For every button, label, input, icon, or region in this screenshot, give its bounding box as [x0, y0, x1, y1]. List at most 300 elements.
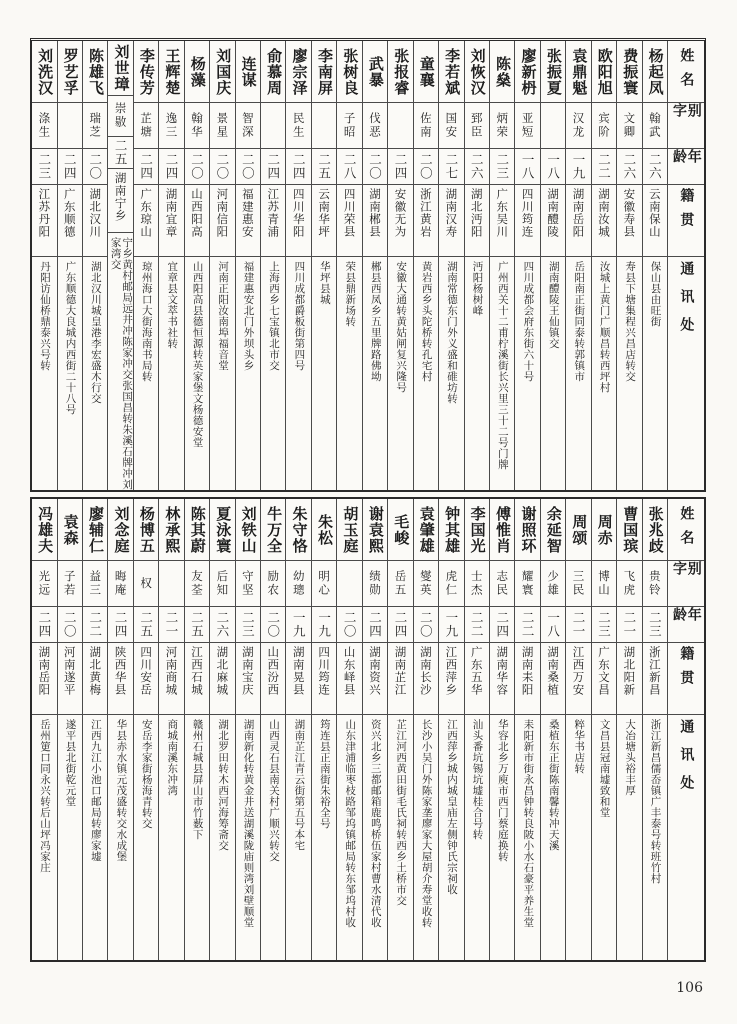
person-address-text: 赣州石城县屏山市竹薮下 [191, 719, 204, 840]
person-column [490, 41, 515, 490]
person-alias-text: 守坚 [240, 570, 255, 597]
person-alias-text: 励农 [266, 570, 281, 597]
person-native-text: 四川筠连 [317, 646, 332, 696]
person-age-text: 二四 [392, 153, 408, 180]
person-column [210, 41, 235, 490]
person-column [592, 499, 617, 960]
person-name-text: 张振夏 [544, 47, 563, 96]
person-age-text: 二三 [647, 611, 663, 638]
column-header-native [668, 643, 704, 715]
column-header-native-text: 籍贯 [678, 188, 695, 236]
person-alias [236, 103, 260, 149]
person-address-text: 汝城上黄门广顺昌转西坪村 [598, 261, 611, 393]
person-age [617, 607, 641, 643]
person-address [541, 257, 565, 490]
person-name [108, 499, 132, 561]
person-column [236, 499, 261, 960]
person-name-text: 刘国庆 [214, 47, 233, 96]
person-alias-text: 伐恶 [368, 112, 382, 139]
column-header-name [668, 41, 704, 103]
person-native-text: 湖南宝庆 [240, 646, 255, 696]
person-native [32, 643, 56, 715]
person-alias [363, 561, 387, 607]
person-alias-text: 宾阶 [596, 112, 611, 139]
person-alias [566, 561, 590, 607]
person-address-text: 四川成都爵板街第四号 [293, 261, 306, 371]
person-name-text: 牛万全 [265, 505, 284, 554]
person-native [286, 643, 310, 715]
person-alias-text: 佐南 [418, 112, 433, 139]
person-name-text: 陈雄飞 [87, 47, 106, 96]
person-native-text: 江西萍乡 [444, 646, 459, 696]
person-name [58, 499, 82, 561]
person-address [83, 715, 107, 960]
person-column [617, 41, 642, 490]
column-header-name-text: 姓名 [678, 47, 695, 96]
person-age-text: 二七 [443, 153, 459, 180]
person-name [185, 41, 209, 103]
person-age [261, 149, 285, 185]
person-age-text: 二四 [392, 611, 408, 638]
person-age-text: 二六 [647, 153, 663, 180]
person-native [414, 643, 438, 715]
person-alias [592, 103, 616, 149]
person-age [414, 607, 438, 643]
person-address-text: 寿县下塘集程兴昌店转交 [624, 261, 637, 382]
person-alias-text: 亚短 [520, 112, 535, 139]
person-column [414, 499, 439, 960]
person-column [592, 41, 617, 490]
person-address-text: 桑植东正街陈南馨转冲天溪 [547, 719, 560, 851]
person-address-text: 山西灵石县南关村广顺兴转交 [267, 719, 280, 862]
person-name-text: 刘洗汉 [36, 47, 55, 96]
person-native [465, 185, 489, 257]
person-address [414, 257, 438, 490]
person-address [363, 257, 387, 490]
person-address-text: 福建惠安北门外坝头乡 [242, 261, 255, 371]
person-age-text: 一九 [291, 611, 307, 638]
person-name [465, 499, 489, 561]
person-name [388, 41, 412, 103]
person-native-text: 安徽寿县 [622, 188, 637, 238]
person-address [159, 257, 183, 490]
person-age [566, 607, 590, 643]
person-age-text: 二一 [571, 611, 587, 638]
person-address-text: 华容北乡万庾市西门蔡庭换转 [496, 719, 509, 862]
person-name-text: 袁肇雄 [417, 505, 436, 554]
person-name-text: 刘念庭 [112, 505, 131, 554]
person-native-text: 江苏青浦 [266, 188, 281, 238]
person-age [83, 149, 107, 185]
person-age-text: 二四 [62, 153, 78, 180]
person-age-text: 二六 [214, 611, 230, 638]
person-address-text: 宁乡黄村邮局远井冲陈家冲交张国昌转朱溪石牌冲刘家湾交 [109, 236, 133, 490]
person-address [337, 715, 361, 960]
person-age-text: 一九 [571, 153, 587, 180]
person-age-text: 二二 [520, 611, 536, 638]
person-native [159, 643, 183, 715]
person-native-text: 河南遂平 [62, 646, 77, 696]
person-age-text: 二〇 [87, 153, 103, 180]
person-alias [108, 561, 132, 607]
person-name [312, 41, 336, 103]
person-age [388, 607, 412, 643]
person-address [261, 257, 285, 490]
person-age [465, 607, 489, 643]
person-address-text: 华县赤水镇元茂盛转交水成堡 [115, 719, 128, 862]
person-native-text: 河南商城 [164, 646, 179, 696]
person-name-text: 廖新枬 [519, 47, 538, 96]
person-name-text: 刘铁山 [239, 505, 258, 554]
person-column [32, 499, 57, 960]
person-name [515, 41, 539, 103]
person-address [465, 257, 489, 490]
person-address-text: 江西九江小池口邮局转廖家墟 [89, 719, 102, 862]
person-name [566, 499, 590, 561]
person-age-text: 一八 [520, 153, 536, 180]
column-header-alias [668, 561, 704, 607]
person-column [286, 499, 311, 960]
person-native-text: 湖南汉寿 [444, 188, 459, 238]
directory-table-lower [30, 497, 706, 962]
person-name-text: 费振寰 [621, 47, 640, 96]
person-age [439, 607, 463, 643]
person-alias-text: 后知 [215, 570, 230, 597]
person-age [490, 149, 514, 185]
person-name-text: 杨博五 [137, 505, 156, 554]
person-address-text: 资兴北乡三都邮箱鹿鸣桥伍家村曹水清代收 [369, 719, 382, 928]
person-alias-text: 景星 [215, 112, 230, 139]
person-name-text: 李国光 [468, 505, 487, 554]
person-name [58, 41, 82, 103]
person-alias [439, 561, 463, 607]
person-column [108, 41, 133, 490]
person-address [592, 257, 616, 490]
person-alias-text: 民生 [291, 112, 306, 139]
person-age [236, 607, 260, 643]
person-alias-text: 岳五 [393, 570, 408, 597]
person-age-text: 二〇 [265, 611, 281, 638]
person-address [286, 715, 310, 960]
person-native-text: 湖南岳阳 [571, 188, 586, 238]
person-native [541, 185, 565, 257]
person-address-text: 安徽大通转黄姑闸复兴隆号 [395, 261, 408, 393]
person-name [32, 499, 56, 561]
person-address-text: 上海西乡七宝镇北市交 [267, 261, 280, 371]
person-age-text: 二八 [342, 153, 358, 180]
person-address-text: 山西阳高县德恒源转英家堡文杨德安堂 [191, 261, 204, 448]
person-native-text: 湖南醴陵 [546, 188, 561, 238]
person-column [465, 41, 490, 490]
person-alias [337, 561, 361, 607]
person-name [363, 41, 387, 103]
person-alias-text: 子若 [62, 570, 77, 597]
person-address-text: 琼州海口大街海南书局转 [140, 261, 153, 382]
person-alias-text: 益三 [88, 570, 103, 597]
person-native-text: 湖南汝城 [596, 188, 611, 238]
person-name-text: 曹国瑸 [621, 505, 640, 554]
person-alias-text: 贵铃 [647, 570, 662, 597]
person-age-text: 二二 [87, 611, 103, 638]
page-number: 106 [676, 980, 703, 996]
person-name-text: 刘世璋 [112, 43, 131, 92]
person-age-text: 二四 [138, 153, 154, 180]
header-column [668, 41, 704, 490]
person-address-text: 广州西关十二甫柠溪街长兴里三十二号门牌 [496, 261, 509, 470]
person-native-text: 浙江黄岩 [418, 188, 433, 238]
column-header-name-text: 姓名 [678, 505, 695, 554]
person-address-text: 河南正阳汝南埠福音堂 [217, 261, 230, 371]
person-alias-text: 明心 [317, 570, 332, 597]
person-alias [617, 103, 641, 149]
person-column [185, 41, 210, 490]
person-age-text: 二一 [621, 611, 637, 638]
person-age-text: 二一 [164, 611, 180, 638]
person-age-text: 一八 [545, 153, 561, 180]
person-age-text: 二〇 [367, 153, 383, 180]
person-alias [32, 103, 56, 149]
person-address-text: 郴县西凤乡五里牌路佛坳 [369, 261, 382, 382]
person-alias [465, 561, 489, 607]
person-column [261, 41, 286, 490]
person-alias [108, 96, 132, 137]
person-alias-text: 文卿 [622, 112, 637, 139]
person-name-text: 廖宗泽 [290, 47, 309, 96]
person-column [465, 499, 490, 960]
person-address [210, 715, 234, 960]
person-column [566, 499, 591, 960]
person-alias [286, 103, 310, 149]
person-native [617, 185, 641, 257]
person-age [185, 607, 209, 643]
person-native-text: 湖南芷江 [393, 646, 408, 696]
person-address [617, 715, 641, 960]
directory-table-upper [30, 38, 706, 492]
person-native-text: 湖南郴县 [368, 188, 382, 238]
person-native [236, 185, 260, 257]
person-name-text: 李传芳 [137, 47, 156, 96]
person-name-text: 李若斌 [443, 47, 462, 96]
person-column [515, 41, 540, 490]
person-native-text: 江苏丹阳 [37, 188, 52, 238]
person-alias-text: 芷塘 [139, 112, 154, 139]
person-address [286, 257, 310, 490]
person-alias [210, 561, 234, 607]
person-age-text: 二五 [189, 611, 205, 638]
person-alias [617, 561, 641, 607]
person-alias-text: 崇敭 [113, 102, 128, 130]
person-name-text: 俞慕周 [265, 47, 284, 96]
person-name [414, 41, 438, 103]
person-age-text: 二〇 [214, 153, 230, 180]
person-native-text: 浙江新昌 [647, 646, 662, 696]
person-name-text: 胡玉庭 [341, 505, 360, 554]
person-name-text: 余延智 [544, 505, 563, 554]
person-column [515, 499, 540, 960]
person-alias-text: 博山 [596, 570, 611, 597]
person-address [643, 715, 667, 960]
person-native [58, 643, 82, 715]
person-age [236, 149, 260, 185]
person-native [490, 643, 514, 715]
person-native [643, 643, 667, 715]
person-name-text: 袁森 [61, 513, 80, 546]
person-name [414, 499, 438, 561]
person-name-text: 袁鼎魁 [570, 47, 589, 96]
person-name [490, 499, 514, 561]
person-age [363, 607, 387, 643]
person-native [388, 643, 412, 715]
person-column [643, 499, 668, 960]
person-native-text: 广东琼山 [139, 188, 154, 238]
person-name-text: 朱松 [315, 513, 334, 546]
person-native [58, 185, 82, 257]
person-name [185, 499, 209, 561]
person-address-text: 湖南常德东门外义盛和碓坊转 [446, 261, 459, 404]
column-header-native-text: 籍贯 [678, 646, 695, 694]
person-name-text: 陈燊 [494, 55, 513, 88]
person-name [643, 41, 667, 103]
person-address [185, 715, 209, 960]
person-age-text: 二四 [367, 611, 383, 638]
person-column [388, 41, 413, 490]
person-native [363, 643, 387, 715]
person-address [236, 257, 260, 490]
person-alias [515, 561, 539, 607]
person-address-text: 荣县鼎新场转 [344, 261, 357, 327]
person-address-text: 岳州筻口同永兴转后山坪冯家庄 [39, 719, 52, 873]
person-address-text: 湖南醴陵王仙镇交 [547, 261, 560, 349]
person-age [32, 607, 56, 643]
person-alias-text: 权 [139, 576, 154, 591]
person-native [490, 185, 514, 257]
person-address-text: 湖南芷江青云街第五号本宅 [293, 719, 306, 851]
person-address-text: 宜章县文萃书社转 [166, 261, 179, 349]
person-name [210, 499, 234, 561]
person-native [83, 643, 107, 715]
person-native-text: 湖南宜章 [164, 188, 179, 238]
person-native-text: 湖南耒阳 [520, 646, 535, 696]
person-alias-text: 光远 [37, 570, 52, 597]
person-address-text: 湖北汉川城皇港李宏盛木行交 [89, 261, 102, 404]
person-alias-text: 少雄 [546, 570, 561, 597]
person-address [312, 257, 336, 490]
person-address [490, 715, 514, 960]
person-address [185, 257, 209, 490]
person-address [58, 257, 82, 490]
person-column [388, 499, 413, 960]
person-alias-text: 志民 [495, 570, 510, 597]
person-name [236, 41, 260, 103]
person-native-text: 湖北沔阳 [469, 188, 484, 238]
person-alias-text: 郅臣 [469, 112, 484, 139]
person-alias [261, 561, 285, 607]
person-age [210, 607, 234, 643]
person-age [261, 607, 285, 643]
person-native-text: 山西阳高 [189, 188, 204, 238]
person-native [465, 643, 489, 715]
person-native-text: 湖南岳阳 [37, 646, 52, 696]
column-header-age-text: 年龄 [671, 607, 702, 631]
person-address [388, 715, 412, 960]
person-native [566, 185, 590, 257]
person-native-text: 广东顺德 [62, 188, 77, 238]
person-age-text: 二四 [164, 153, 180, 180]
person-name [617, 41, 641, 103]
person-native-text: 山西汾西 [266, 646, 281, 696]
person-age [312, 149, 336, 185]
person-alias [643, 561, 667, 607]
person-name-text: 张兆歧 [646, 505, 665, 554]
person-alias [592, 561, 616, 607]
person-column [32, 41, 57, 490]
person-age-text: 二四 [494, 611, 510, 638]
person-address [363, 715, 387, 960]
person-column [541, 41, 566, 490]
person-address-text: 遂平县北街乾元堂 [64, 719, 77, 807]
person-age [363, 149, 387, 185]
person-age-text: 二〇 [418, 153, 434, 180]
column-header-name [668, 499, 704, 561]
person-address [439, 715, 463, 960]
person-address [490, 257, 514, 490]
person-age-text: 二四 [113, 611, 129, 638]
person-age [541, 149, 565, 185]
person-name-text: 杨起凤 [646, 47, 665, 96]
person-alias [465, 103, 489, 149]
person-address-text: 岳阳南正街同泰转郭镇市 [573, 261, 586, 382]
person-address [58, 715, 82, 960]
person-alias-text: 子昭 [342, 112, 357, 139]
person-native-text: 江西石城 [189, 646, 204, 696]
person-column [617, 499, 642, 960]
person-alias-text: 友荃 [189, 570, 204, 597]
person-age [541, 607, 565, 643]
person-age [592, 149, 616, 185]
person-alias-text: 晦庵 [113, 570, 128, 597]
person-alias [643, 103, 667, 149]
person-address-text: 黄岩西乡头陀桥转孔宅村 [420, 261, 433, 382]
person-age [134, 149, 158, 185]
person-column [83, 499, 108, 960]
person-age [58, 149, 82, 185]
person-name [337, 499, 361, 561]
person-native [337, 185, 361, 257]
person-name [286, 499, 310, 561]
person-native [108, 643, 132, 715]
person-native-text: 福建惠安 [240, 188, 255, 238]
person-native-text: 湖南华容 [495, 646, 510, 696]
person-alias-text: 燮英 [418, 570, 433, 597]
person-age-text: 二四 [291, 153, 307, 180]
person-native [312, 643, 336, 715]
person-column [439, 499, 464, 960]
person-age [83, 607, 107, 643]
person-alias [185, 561, 209, 607]
person-age [337, 607, 361, 643]
person-name [83, 499, 107, 561]
person-age [312, 607, 336, 643]
person-native-text: 陕西华县 [113, 646, 128, 696]
person-address-text: 湖北罗田转木西河海筹斋交 [217, 719, 230, 851]
person-age-text: 一九 [443, 611, 459, 638]
person-age-text: 二六 [469, 153, 485, 180]
person-alias [515, 103, 539, 149]
person-age [286, 149, 310, 185]
person-name-text: 童襄 [417, 55, 436, 88]
person-native-text: 湖北阳新 [622, 646, 637, 696]
person-native [312, 185, 336, 257]
